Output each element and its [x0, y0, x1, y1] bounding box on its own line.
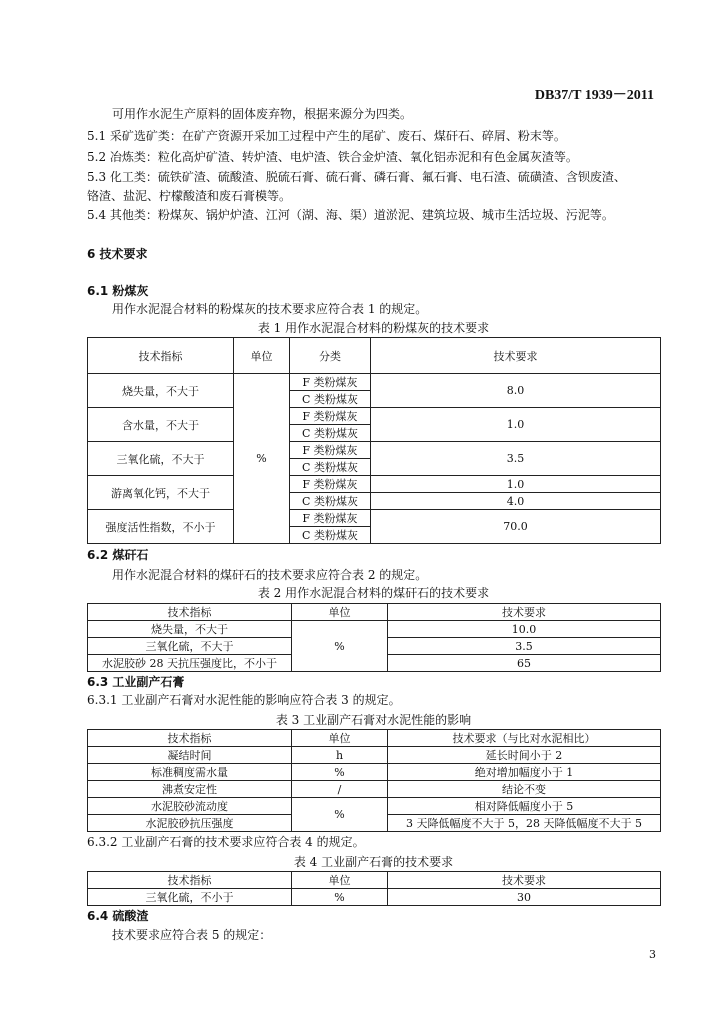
table-1 [87, 337, 661, 544]
table-4-header: 单位 [292, 872, 388, 889]
section-6-1-heading: 6.1 粉煤灰 [87, 284, 149, 298]
table-4-caption: 表 4 工业副产石膏的技术要求 [293, 855, 454, 869]
section-6-4-heading: 6.4 硫酸渣 [87, 909, 149, 923]
table-1-class: F 类粉煤灰 [290, 442, 371, 459]
table-1-requirement: 70.0 [371, 510, 661, 544]
table-2-header: 单位 [292, 604, 388, 621]
table-3-requirement: 相对降低幅度小于 5 [388, 798, 661, 815]
table-4-header: 技术要求 [388, 872, 661, 889]
category-5-4: 5.4 其他类：粉煤灰、锅炉炉渣、江河（湖、海、渠）道淤泥、建筑垃圾、城市生活垃圾、污泥等。 [87, 208, 614, 222]
table-2-indicator: 烧失量，不大于 [88, 621, 292, 638]
table-3-unit: h [292, 747, 388, 764]
section-6-3-heading: 6.3 工业副产石膏 [87, 675, 185, 689]
table-1-requirement: 3.5 [371, 442, 661, 476]
table-1-header: 单位 [234, 338, 290, 374]
table-1-header: 技术要求 [371, 338, 661, 374]
table-3-indicator: 标准稠度需水量 [88, 764, 292, 781]
table-1-class: C 类粉煤灰 [290, 425, 371, 442]
table-1-indicator: 三氧化硫，不大于 [88, 442, 234, 476]
table-1-caption: 表 1 用作水泥混合材料的粉煤灰的技术要求 [257, 321, 490, 335]
table-3-caption: 表 3 工业副产石膏对水泥性能的影响 [275, 713, 472, 727]
table-3-header: 技术要求（与比对水泥相比） [388, 730, 661, 747]
section-6-3-1-text: 6.3.1 工业副产石膏对水泥性能的影响应符合表 3 的规定。 [87, 693, 401, 707]
table-3-unit: % [292, 764, 388, 781]
table-2-requirement: 10.0 [388, 621, 661, 638]
table-1-class: F 类粉煤灰 [290, 408, 371, 425]
table-2-requirement: 65 [388, 655, 661, 672]
table-1-class: C 类粉煤灰 [290, 493, 371, 510]
table-1-header: 分类 [290, 338, 371, 374]
table-3-header: 技术指标 [88, 730, 292, 747]
table-3-indicator: 水泥胶砂抗压强度 [88, 815, 292, 832]
table-1-class: C 类粉煤灰 [290, 459, 371, 476]
table-1-class: C 类粉煤灰 [290, 527, 371, 544]
table-1-unit: % [234, 374, 290, 544]
table-2-requirement: 3.5 [388, 638, 661, 655]
table-2-unit: % [292, 621, 388, 672]
category-5-1: 5.1 采矿选矿类：在矿产资源开采加工过程中产生的尾矿、废石、煤矸石、碎屑、粉末等。 [87, 129, 566, 143]
table-2-indicator: 三氧化硫，不大于 [88, 638, 292, 655]
table-4-indicator: 三氧化硫，不小于 [88, 889, 292, 906]
table-1-requirement: 8.0 [371, 374, 661, 408]
table-3-unit: / [292, 781, 388, 798]
table-3-requirement: 结论不变 [388, 781, 661, 798]
table-1-class: F 类粉煤灰 [290, 476, 371, 493]
table-3 [87, 729, 661, 832]
table-2-header: 技术指标 [88, 604, 292, 621]
table-3-unit: % [292, 798, 388, 832]
section-6-2-heading: 6.2 煤矸石 [87, 548, 149, 562]
table-3-header: 单位 [292, 730, 388, 747]
page-number: 3 [649, 948, 656, 961]
table-3-indicator: 凝结时间 [88, 747, 292, 764]
table-2-indicator: 水泥胶砂 28 天抗压强度比，不小于 [88, 655, 292, 672]
table-1-indicator: 烧失量，不大于 [88, 374, 234, 408]
table-1-class: F 类粉煤灰 [290, 510, 371, 527]
table-2 [87, 603, 661, 672]
table-3-requirement: 延长时间小于 2 [388, 747, 661, 764]
table-1-requirement: 1.0 [371, 476, 661, 493]
document-code: DB37/T 1939－2011 [534, 88, 654, 103]
category-5-3: 5.3 化工类：硫铁矿渣、硫酸渣、脱硫石膏、硫石膏、磷石膏、氟石膏、电石渣、硫磺渣、含钡废渣、 [87, 170, 626, 184]
table-2-header: 技术要求 [388, 604, 661, 621]
section-6-2-text: 用作水泥混合材料的煤矸石的技术要求应符合表 2 的规定。 [112, 568, 428, 582]
intro-text: 可用作水泥生产原料的固体废弃物，根据来源分为四类。 [112, 107, 413, 121]
table-1-indicator: 含水量，不大于 [88, 408, 234, 442]
table-1-requirement: 4.0 [371, 493, 661, 510]
table-4-requirement: 30 [388, 889, 661, 906]
section-6-3-2-text: 6.3.2 工业副产石膏的技术要求应符合表 4 的规定。 [87, 835, 365, 849]
table-4 [87, 871, 661, 906]
category-5-2: 5.2 冶炼类：粒化高炉矿渣、转炉渣、电炉渣、铁合金炉渣、氧化铝赤泥和有色金属灰渣等。 [87, 150, 578, 164]
section-6-1-text: 用作水泥混合材料的粉煤灰的技术要求应符合表 1 的规定。 [112, 302, 428, 316]
table-4-header: 技术指标 [88, 872, 292, 889]
table-1-class: C 类粉煤灰 [290, 391, 371, 408]
table-1-indicator: 强度活性指数，不小于 [88, 510, 234, 544]
table-4-unit: % [292, 889, 388, 906]
table-1-indicator: 游离氧化钙，不大于 [88, 476, 234, 510]
table-3-indicator: 水泥胶砂流动度 [88, 798, 292, 815]
table-1-requirement: 1.0 [371, 408, 661, 442]
table-2-caption: 表 2 用作水泥混合材料的煤矸石的技术要求 [257, 586, 490, 600]
table-3-requirement: 绝对增加幅度小于 1 [388, 764, 661, 781]
section-6-heading: 6 技术要求 [87, 247, 148, 261]
table-3-requirement: 3 天降低幅度不大于 5，28 天降低幅度不大于 5 [388, 815, 661, 832]
category-5-3-cont: 铬渣、盐泥、柠檬酸渣和废石膏模等。 [87, 189, 292, 203]
section-6-4-text: 技术要求应符合表 5 的规定： [112, 928, 272, 942]
table-3-indicator: 沸煮安定性 [88, 781, 292, 798]
table-1-header: 技术指标 [88, 338, 234, 374]
table-1-class: F 类粉煤灰 [290, 374, 371, 391]
